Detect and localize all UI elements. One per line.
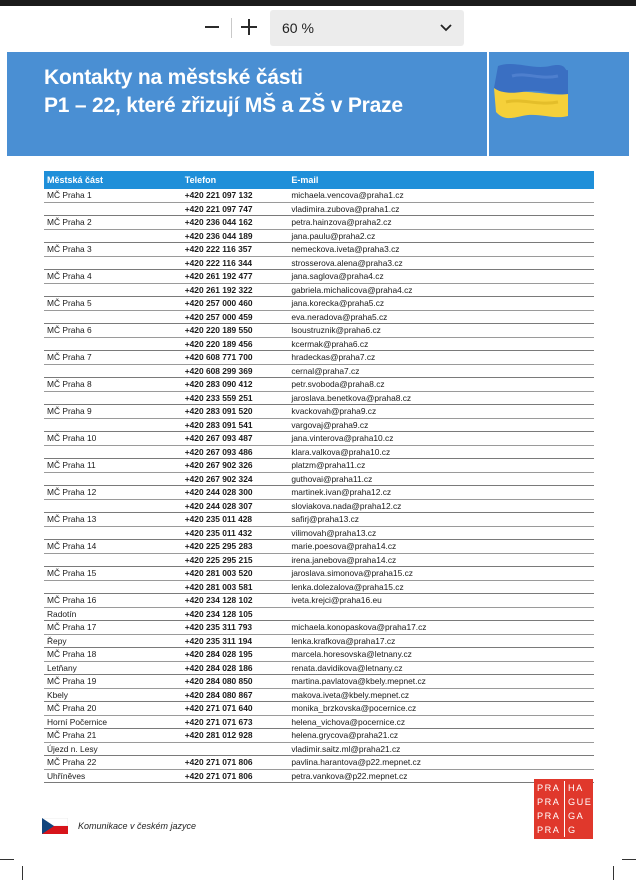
banner-divider [487, 52, 489, 156]
email-cell: kcermak@praha6.cz [288, 337, 594, 351]
table-row [44, 391, 594, 405]
district-cell: MČ Praha 8 [44, 378, 182, 392]
crop-mark [22, 866, 23, 880]
email-cell: sloviakova.nada@praha12.cz [288, 499, 594, 513]
email-cell: guthovai@praha11.cz [288, 472, 594, 486]
email-cell: platzm@praha11.cz [288, 459, 594, 473]
email-cell: jana.vinterova@praha10.cz [288, 432, 594, 446]
phone-cell: +420 257 000 459 [182, 310, 289, 324]
phone-cell: +420 222 116 357 [182, 243, 289, 257]
phone-cell: +420 284 080 850 [182, 675, 289, 689]
phone-cell: +420 267 093 487 [182, 432, 289, 446]
district-cell [44, 553, 182, 567]
logo-text: PRA [537, 809, 565, 823]
minus-icon [204, 19, 220, 35]
phone-cell: +420 283 091 520 [182, 405, 289, 419]
email-cell: irena.janebova@praha14.cz [288, 553, 594, 567]
email-cell: klara.valkova@praha10.cz [288, 445, 594, 459]
logo-text: PRA [537, 823, 565, 837]
email-cell: hradeckas@praha7.cz [288, 351, 594, 365]
table-row [44, 324, 594, 338]
email-cell: jana.paulu@praha2.cz [288, 229, 594, 243]
email-cell: nemeckova.iveta@praha3.cz [288, 243, 594, 257]
phone-cell: +420 225 295 215 [182, 553, 289, 567]
logo-text: G [568, 825, 577, 835]
table-row [44, 351, 594, 365]
phone-cell: +420 234 128 102 [182, 594, 289, 608]
table-row [44, 769, 594, 783]
table-row [44, 270, 594, 284]
district-cell: MČ Praha 22 [44, 756, 182, 770]
district-cell: MČ Praha 4 [44, 270, 182, 284]
email-cell: lenka.dolezalova@praha15.cz [288, 580, 594, 594]
district-cell: MČ Praha 21 [44, 729, 182, 743]
district-cell: Újezd n. Lesy [44, 742, 182, 756]
district-cell [44, 202, 182, 216]
logo-text: HA [568, 783, 584, 793]
phone-cell: +420 257 000 460 [182, 297, 289, 311]
table-row [44, 715, 594, 729]
phone-cell: +420 221 097 132 [182, 189, 289, 202]
phone-cell: +420 281 003 581 [182, 580, 289, 594]
table-row [44, 432, 594, 446]
table-row [44, 594, 594, 608]
zoom-level-select[interactable] [270, 10, 464, 46]
footer-note [42, 818, 196, 834]
district-cell: MČ Praha 9 [44, 405, 182, 419]
table-row [44, 553, 594, 567]
table-row [44, 621, 594, 635]
district-cell [44, 283, 182, 297]
title-line-1: Kontakty na městské části [44, 66, 303, 89]
czech-flag-icon [42, 818, 68, 834]
table-row [44, 756, 594, 770]
header-phone: Telefon [182, 171, 289, 189]
email-cell: strosserova.alena@praha3.cz [288, 256, 594, 270]
table-row [44, 661, 594, 675]
district-cell: MČ Praha 6 [44, 324, 182, 338]
phone-cell: +420 283 090 412 [182, 378, 289, 392]
phone-cell: +420 235 311 194 [182, 634, 289, 648]
email-cell: petra.hainzova@praha2.cz [288, 216, 594, 230]
crop-mark [613, 866, 614, 880]
phone-cell: +420 281 003 520 [182, 567, 289, 581]
table-row [44, 675, 594, 689]
table-row [44, 499, 594, 513]
email-cell: marie.poesova@praha14.cz [288, 540, 594, 554]
phone-cell [182, 742, 289, 756]
phone-cell: +420 236 044 189 [182, 229, 289, 243]
district-cell: MČ Praha 7 [44, 351, 182, 365]
header-banner [7, 52, 629, 156]
table-row [44, 486, 594, 500]
crop-mark [0, 859, 14, 860]
phone-cell: +420 261 192 477 [182, 270, 289, 284]
title-line-2: P1 – 22, které zřizují MŠ a ZŠ v Praze [44, 94, 403, 117]
table-row [44, 702, 594, 716]
email-cell: iveta.krejci@praha16.eu [288, 594, 594, 608]
table-row [44, 256, 594, 270]
logo-text: GUE [568, 797, 593, 807]
district-cell: MČ Praha 2 [44, 216, 182, 230]
table-row [44, 540, 594, 554]
ukraine-flag-icon [492, 58, 568, 124]
phone-cell: +420 608 299 369 [182, 364, 289, 378]
phone-cell: +420 220 189 550 [182, 324, 289, 338]
table-row [44, 216, 594, 230]
chevron-down-icon [440, 24, 452, 32]
email-cell: kvackovah@praha9.cz [288, 405, 594, 419]
table-row [44, 283, 594, 297]
email-cell: jaroslava.benetkova@praha8.cz [288, 391, 594, 405]
contacts-table [44, 171, 594, 783]
phone-cell: +420 271 071 806 [182, 756, 289, 770]
district-cell [44, 391, 182, 405]
crop-mark [622, 859, 636, 860]
district-cell: MČ Praha 17 [44, 621, 182, 635]
email-cell: michaela.vencova@praha1.cz [288, 189, 594, 202]
table-row [44, 378, 594, 392]
email-cell: gabriela.michalicova@praha4.cz [288, 283, 594, 297]
praha-logo [534, 779, 593, 839]
table-row [44, 243, 594, 257]
district-cell [44, 445, 182, 459]
email-cell: eva.neradova@praha5.cz [288, 310, 594, 324]
phone-cell: +420 608 771 700 [182, 351, 289, 365]
table-row [44, 310, 594, 324]
district-cell: MČ Praha 1 [44, 189, 182, 202]
email-cell: lenka.krafkova@praha17.cz [288, 634, 594, 648]
table-row [44, 445, 594, 459]
district-cell [44, 526, 182, 540]
email-cell: marcela.horesovska@letnany.cz [288, 648, 594, 662]
email-cell: jaroslava.simonova@praha15.cz [288, 567, 594, 581]
phone-cell: +420 284 080 867 [182, 688, 289, 702]
district-cell: MČ Praha 12 [44, 486, 182, 500]
phone-cell: +420 281 012 928 [182, 729, 289, 743]
phone-cell: +420 234 128 105 [182, 607, 289, 621]
page-title [44, 64, 403, 120]
email-cell: helena.grycova@praha21.cz [288, 729, 594, 743]
phone-cell: +420 267 093 486 [182, 445, 289, 459]
district-cell: Uhříněves [44, 769, 182, 783]
phone-cell: +420 271 071 640 [182, 702, 289, 716]
table-row [44, 688, 594, 702]
phone-cell: +420 271 071 806 [182, 769, 289, 783]
phone-cell: +420 236 044 162 [182, 216, 289, 230]
phone-cell: +420 284 028 186 [182, 661, 289, 675]
table-row [44, 567, 594, 581]
email-cell: jana.saglova@praha4.cz [288, 270, 594, 284]
table-row [44, 202, 594, 216]
phone-cell: +420 284 028 195 [182, 648, 289, 662]
district-cell: MČ Praha 16 [44, 594, 182, 608]
email-cell: vladimir.saitz.ml@praha21.cz [288, 742, 594, 756]
email-cell: helena_vichova@pocernice.cz [288, 715, 594, 729]
district-cell: MČ Praha 20 [44, 702, 182, 716]
table-body [44, 189, 594, 783]
district-cell: Řepy [44, 634, 182, 648]
phone-cell: +420 244 028 307 [182, 499, 289, 513]
header-email: E-mail [288, 171, 594, 189]
email-cell: michaela.konopaskova@praha17.cz [288, 621, 594, 635]
district-cell: MČ Praha 15 [44, 567, 182, 581]
table-row [44, 459, 594, 473]
email-cell: martina.pavlatova@kbely.mepnet.cz [288, 675, 594, 689]
email-cell: safirj@praha13.cz [288, 513, 594, 527]
table-row [44, 364, 594, 378]
district-cell: Letňany [44, 661, 182, 675]
district-cell: MČ Praha 18 [44, 648, 182, 662]
district-cell: MČ Praha 19 [44, 675, 182, 689]
table-row [44, 418, 594, 432]
phone-cell: +420 235 011 428 [182, 513, 289, 527]
phone-cell: +420 261 192 322 [182, 283, 289, 297]
language-note: Komunikace v českém jazyce [78, 821, 197, 831]
table-row [44, 189, 594, 202]
table-row [44, 634, 594, 648]
email-cell: renata.davidikova@letnany.cz [288, 661, 594, 675]
table-row [44, 472, 594, 486]
email-cell: petra.vankova@p22.mepnet.cz [288, 769, 594, 783]
table-row [44, 580, 594, 594]
district-cell: Radotín [44, 607, 182, 621]
phone-cell: +420 225 295 283 [182, 540, 289, 554]
logo-text: GA [568, 811, 585, 821]
email-cell: jana.korecka@praha5.cz [288, 297, 594, 311]
email-cell: monika_brzkovska@pocernice.cz [288, 702, 594, 716]
phone-cell: +420 221 097 747 [182, 202, 289, 216]
phone-cell: +420 220 189 456 [182, 337, 289, 351]
phone-cell: +420 235 311 793 [182, 621, 289, 635]
toolbar-separator [231, 18, 232, 38]
table-row [44, 337, 594, 351]
district-cell: MČ Praha 11 [44, 459, 182, 473]
district-cell [44, 229, 182, 243]
pdf-toolbar [0, 6, 636, 46]
phone-cell: +420 235 011 432 [182, 526, 289, 540]
table-header-row [44, 171, 594, 189]
district-cell [44, 310, 182, 324]
zoom-out-button[interactable] [199, 14, 225, 40]
district-cell: Horní Počernice [44, 715, 182, 729]
table-row [44, 297, 594, 311]
district-cell [44, 418, 182, 432]
table-row [44, 405, 594, 419]
phone-cell: +420 271 071 673 [182, 715, 289, 729]
email-cell [288, 607, 594, 621]
phone-cell: +420 244 028 300 [182, 486, 289, 500]
zoom-level-value: 60 % [282, 20, 314, 36]
district-cell: MČ Praha 13 [44, 513, 182, 527]
email-cell: lsoustruznik@praha6.cz [288, 324, 594, 338]
phone-cell: +420 283 091 541 [182, 418, 289, 432]
phone-cell: +420 222 116 344 [182, 256, 289, 270]
email-cell: vladimira.zubova@praha1.cz [288, 202, 594, 216]
plus-icon [240, 18, 258, 36]
district-cell: MČ Praha 14 [44, 540, 182, 554]
document-page [0, 46, 636, 883]
email-cell: petr.svoboda@praha8.cz [288, 378, 594, 392]
district-cell [44, 256, 182, 270]
district-cell: MČ Praha 3 [44, 243, 182, 257]
table-row [44, 742, 594, 756]
phone-cell: +420 267 902 324 [182, 472, 289, 486]
table-row [44, 229, 594, 243]
phone-cell: +420 233 559 251 [182, 391, 289, 405]
email-cell: cernal@praha7.cz [288, 364, 594, 378]
email-cell: vilimovah@praha13.cz [288, 526, 594, 540]
logo-text: PRA [537, 781, 565, 795]
district-cell: Kbely [44, 688, 182, 702]
district-cell [44, 337, 182, 351]
header-district: Městská část [44, 171, 182, 189]
table-row [44, 513, 594, 527]
email-cell: pavlina.harantova@p22.mepnet.cz [288, 756, 594, 770]
table-row [44, 526, 594, 540]
district-cell [44, 364, 182, 378]
district-cell: MČ Praha 10 [44, 432, 182, 446]
table-row [44, 607, 594, 621]
district-cell [44, 472, 182, 486]
district-cell [44, 499, 182, 513]
table-row [44, 729, 594, 743]
logo-text: PRA [537, 795, 565, 809]
district-cell: MČ Praha 5 [44, 297, 182, 311]
table-row [44, 648, 594, 662]
district-cell [44, 580, 182, 594]
email-cell: vargovaj@praha9.cz [288, 418, 594, 432]
zoom-in-button[interactable] [236, 14, 262, 40]
phone-cell: +420 267 902 326 [182, 459, 289, 473]
email-cell: martinek.ivan@praha12.cz [288, 486, 594, 500]
email-cell: makova.iveta@kbely.mepnet.cz [288, 688, 594, 702]
